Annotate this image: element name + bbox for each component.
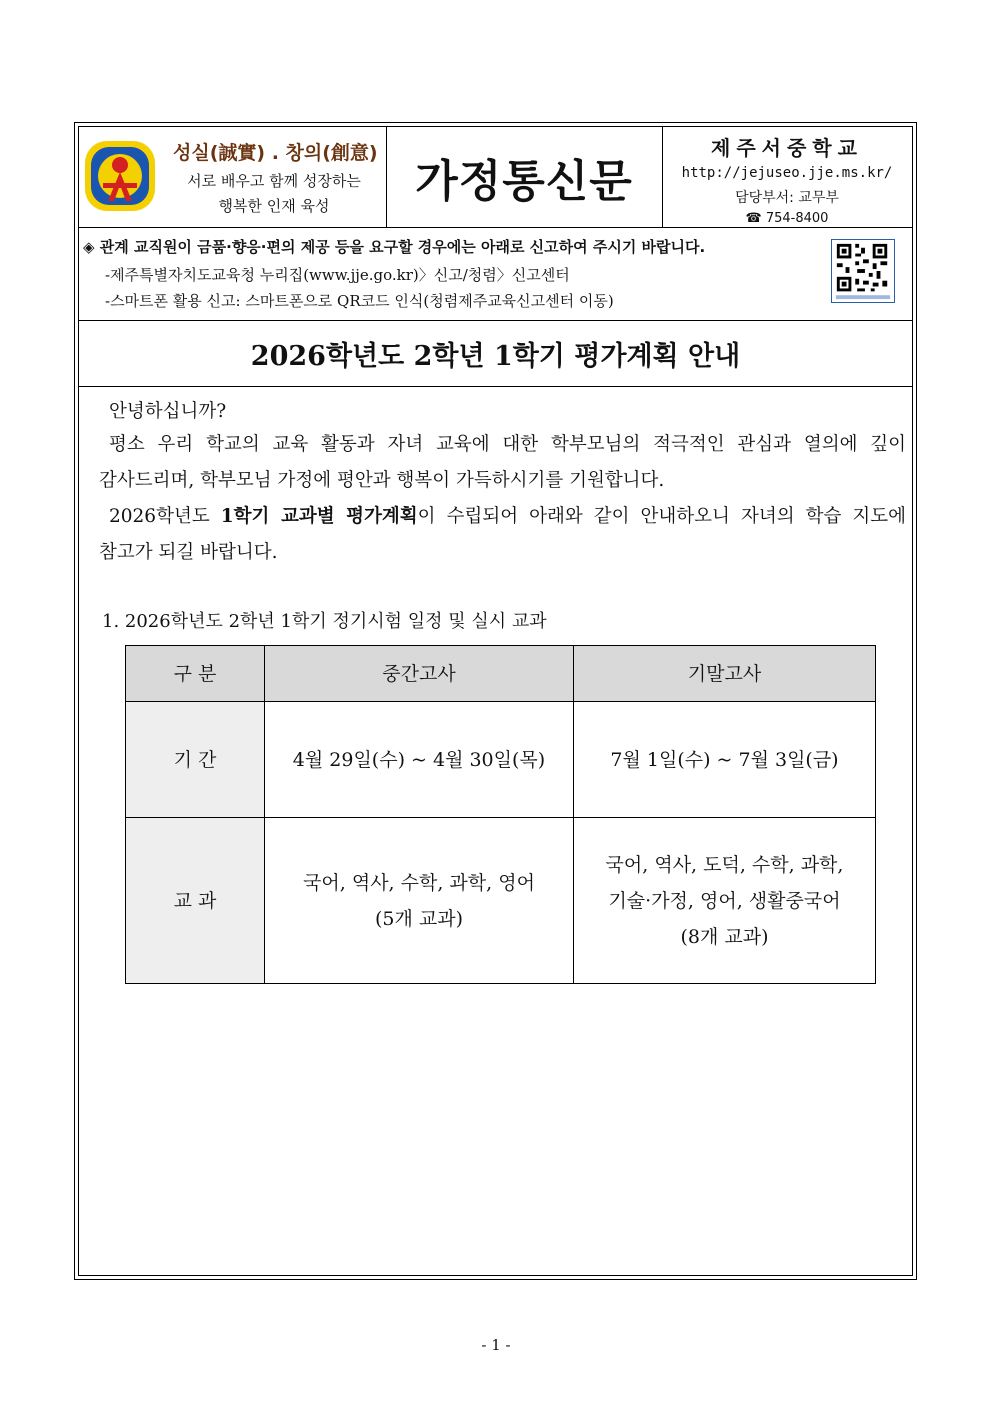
school-name: 제주서중학교 [711, 136, 863, 160]
school-logo-icon [83, 139, 157, 213]
integrity-notice [79, 227, 912, 321]
paragraph-1-line-2: 감사드리며, 학부모님 가정에 평안과 행복이 가득하시기를 기원합니다. [99, 470, 665, 491]
subjects-label: 교 과 [126, 818, 265, 984]
newsletter-inner-frame [78, 126, 913, 1276]
paragraph-2-lead: 2026학년도 [109, 506, 221, 527]
midterm-subjects-list: 국어, 역사, 수학, 과학, 영어 [303, 871, 535, 894]
motto-subtitle [169, 169, 379, 219]
school-motto-cell [79, 127, 387, 227]
letter-body [99, 397, 906, 571]
paragraph-2-emphasis: 1학기 교과별 평가계획 [220, 506, 418, 527]
midterm-subjects-count: (5개 교과) [374, 907, 463, 930]
final-subjects-list-2: 기술·가정, 영어, 생활중국어 [608, 889, 841, 912]
paragraph-1-line-1: 평소 우리 학교의 교육 활동과 자녀 교육에 대한 학부모님의 적극적인 관심과 열의에 깊이 [109, 434, 906, 455]
school-url-link[interactable]: http://jejuseo.jje.ms.kr/ [681, 165, 893, 181]
header [79, 127, 912, 228]
motto-line-2: 서로 배우고 함께 성장하는 [187, 172, 361, 190]
school-info-cell [662, 127, 912, 227]
header-final: 기말고사 [574, 646, 876, 702]
final-subjects [574, 818, 876, 984]
table-row-period [126, 702, 876, 818]
final-subjects-list-1: 국어, 역사, 도덕, 수학, 과학, [605, 853, 844, 876]
document-title: 2026학년도 2학년 1학기 평가계획 안내 [250, 340, 741, 372]
greeting: 안녕하십니까? [109, 401, 227, 422]
newsletter-frame [74, 122, 917, 1280]
page-number: - 1 - [481, 1336, 511, 1354]
table-header-row [126, 646, 876, 702]
paragraph-2-line-2: 참고가 되길 바랍니다. [99, 542, 278, 563]
department: 담당부서: 교무부 [735, 190, 839, 206]
final-period: 7월 1일(수) ~ 7월 3일(금) [574, 702, 876, 818]
midterm-period: 4월 29일(수) ~ 4월 30일(목) [265, 702, 574, 818]
section-1-heading: 1. 2026학년도 2학년 1학기 정기시험 일정 및 실시 교과 [102, 611, 547, 632]
newsletter-title-cell [386, 127, 663, 227]
qr-code-icon [831, 239, 895, 303]
final-subjects-count: (8개 교과) [680, 925, 769, 948]
notice-line-website: -제주특별자치도교육청 누리집(www.jje.go.kr)〉신고/청렴〉신고센터 [105, 266, 570, 284]
newsletter-title: 가정통신문 [415, 156, 633, 207]
exam-schedule-table [125, 645, 876, 984]
paragraph-2-rest: 이 수립되어 아래와 같이 안내하오니 자녀의 학습 지도에 [417, 506, 907, 527]
table-row-subjects [126, 818, 876, 984]
document-title-row [79, 320, 912, 387]
paragraph-2-line-1 [99, 499, 906, 535]
notice-main-text: ◈ 관계 교직원이 금품·향응·편의 제공 등을 요구할 경우에는 아래로 신고하여 주시기 바랍니다. [83, 238, 706, 256]
notice-line-smartphone: -스마트폰 활용 신고: 스마트폰으로 QR코드 인식(청렴제주교육신고센터 이동) [105, 292, 614, 310]
motto-line-3: 행복한 인재 육성 [218, 197, 330, 215]
midterm-subjects [265, 818, 574, 984]
header-midterm: 중간고사 [265, 646, 574, 702]
motto-title: 성실(誠實) . 창의(創意) [173, 142, 378, 164]
phone-number: ☎ 754-8400 [745, 211, 829, 226]
period-label: 기 간 [126, 702, 265, 818]
header-category: 구 분 [126, 646, 265, 702]
